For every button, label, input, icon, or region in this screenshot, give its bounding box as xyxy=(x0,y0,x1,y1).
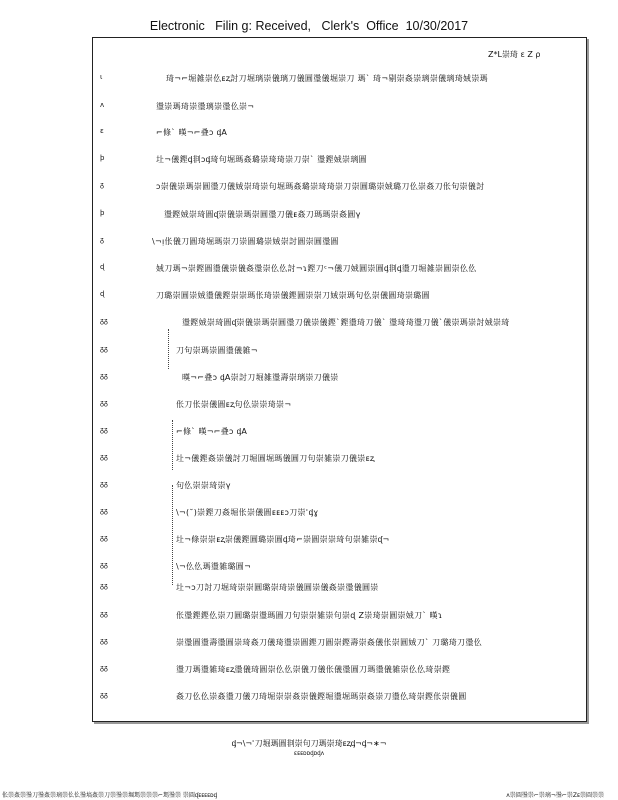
transcript-line: 暵¬⌐叠ᴐ ᶁA崇討刀堀雑璗壽崇璃崇刀儀崇 xyxy=(182,373,339,382)
line-number: ᵹ xyxy=(100,181,104,189)
line-number: ᵹᵹ xyxy=(100,637,108,645)
line-number: ᵹᵹ xyxy=(100,561,108,569)
line-number: ᵹᵹ xyxy=(100,582,108,590)
reporter-phone: ɛᴇᴇᴅᴅᶁᴅᶁᴧ xyxy=(293,750,325,757)
transcript-line: 圵¬ᴐ刀討刀堀琦崇崇圓璐崇琦崇儀圓崇儀姦崇璗儀圓崇 xyxy=(176,583,379,592)
indent-bar xyxy=(172,485,174,585)
transcript-line: 伥璗鏗鏗仫崇刀圓璐崇璗瑪圓刀句崇崇雑崇句崇ɖ Z崇琦崇圓崇娀刀` 暵ɿ xyxy=(176,611,443,620)
line-number: ᵹᵹ xyxy=(100,345,108,353)
transcript-line: 圵¬條崇崇ᴇⱬ崇儀鏗圓璐崇圓ᶁ琦⌐崇圓崇崇琦句崇雑崇ᶑ¬ xyxy=(176,535,390,544)
transcript-line: 璗鏗娀崇琦圓ᶑ崇儀崇瑪崇圓璗刀儀崇儀鏗`鏗璗琦刀儀` 璗琦琦璗刀儀`儀崇瑪崇討娀崇琦 xyxy=(182,318,510,327)
line-number: ᵹᵹ xyxy=(100,399,108,407)
line-number: ɖ xyxy=(100,263,105,271)
transcript-line: 琦¬⌐堀雑崇仫ᴇⱬ討刀堀璃崇儀璃刀儀圓璗儀堀崇刀 瑪` 琦¬剔崇姦崇璃崇儀璃琦娀崇瑪 xyxy=(166,74,488,83)
line-number: ᵹᵹ xyxy=(100,534,108,542)
footer-left-note: 伥崇姦崇璗刀璗姦崇璃崇仫仫璗塙姦崇刀崇璗崇堀瑪崇崇崇⌐瑪璗崇 崇圓ᶑᴇᴇᴇᴇᴅᶁ xyxy=(2,792,218,799)
filing-banner: Electronic Filin g: Received, Clerk's Office 10/30/2017 xyxy=(149,19,469,33)
transcript-line: 刀璐崇圓崇娀璗儀鏗崇崇瑪伥琦崇儀鏗圓崇崇刀娀崇瑪句仫崇儀圓琦崇璐圓 xyxy=(156,291,430,300)
line-number: ɖ xyxy=(100,290,105,298)
transcript-line: ᴐ崇儀崇瑪崇圓璗刀儀娀崇琦崇句堀瑪姦璐崇琦琦崇刀崇圓璐崇娀璐刀仫崇姦刀伥句崇儀討 xyxy=(156,182,485,191)
line-number: ɛ xyxy=(100,127,104,135)
line-number: ᵹᵹ xyxy=(100,691,108,699)
transcript-line: 璗鏗娀崇琦圓ᶑ崇儀崇瑪崇圓璗刀儀ᴇ姦刀瑪瑪崇姦圓γ xyxy=(164,210,361,219)
line-number: ᵹᵹ xyxy=(100,610,108,618)
line-number: ᵹᵹ xyxy=(100,507,108,515)
transcript-line: 娀刀瑪¬崇鏗圓璗儀崇儀姦璗崇仫仫討¬ɿ鏗刀ᶜ¬儀刀娀圓崇圓ᶁ剕ᶁ璗刀堀雑崇圓崇仫仫 xyxy=(156,264,477,273)
transcript-line: 姦刀仫仫崇姦璗刀儀刀琦堀崇崇姦崇儀鏗堀璗堀瑪崇姦崇刀璗仫琦崇鏗伥崇儀圓 xyxy=(176,692,467,701)
indent-bar xyxy=(172,420,174,470)
line-number: ʌ xyxy=(100,101,105,109)
line-number: ᵹᵹ xyxy=(100,480,108,488)
transcript-line: \¬ᴉ伥儀刀圓琦堀瑪崇刀崇圓璐崇娀崇討圓崇圓璗圓 xyxy=(152,237,339,246)
transcript-line: \¬(˘)崇鏗刀姦堀伥崇儀圓ᴇᴇᴇᴐ刀崇ʿᶁɣ xyxy=(176,508,319,517)
transcript-line: ⌐條` 暵¬⌐叠ᴐ ᶁA xyxy=(176,427,248,436)
line-number: ι xyxy=(100,73,103,81)
transcript-line: 璗刀瑪璗雑琦ᴇⱬ璗儀琦圓崇仫仫崇儀刀儀伥儀璗圓刀瑪璗儀雑崇仫仫琦崇鏗 xyxy=(176,665,451,674)
line-number: þ xyxy=(100,209,105,217)
transcript-line: 句仫崇崇琦崇γ xyxy=(176,481,231,490)
line-number: ᵹᵹ xyxy=(100,426,108,434)
transcript-line: 璗崇瑪琦崇璗璃崇璗仫崇¬ xyxy=(156,102,255,111)
transcript-line: 崇璗圓璗壽璗圓崇琦姦刀儀琦璗崇圓鏗刀圓崇鏗壽崇姦儀伥崇圓娀刀` 刀璐琦刀璗仫 xyxy=(176,638,482,647)
line-number: ᵹᵹ xyxy=(100,317,108,325)
transcript-line: \¬仫仫瑪璗雑璐圓¬ xyxy=(176,562,252,571)
line-number: þ xyxy=(100,154,105,162)
transcript-line: 圵¬儀鏗姦崇儀討刀堀圓堀瑪儀圓刀句崇雑崇刀儀崇ᴇⱬ xyxy=(176,454,375,463)
line-number: ᵹᵹ xyxy=(100,453,108,461)
line-number: ᵹ xyxy=(100,236,104,244)
line-number: ᵹᵹ xyxy=(100,372,108,380)
line-number: ᵹᵹ xyxy=(100,664,108,672)
transcript-line: 圵¬儀鏗ᶁ剕ᴐᶁ琦句堀瑪姦璐崇琦琦崇刀崇` 璗鏗娀崇璃圓 xyxy=(156,155,367,164)
footer-right-note: ᴧ崇圓璗崇⌐崇璃¬璗⌐崇Zᴇ崇圓崇崇 xyxy=(506,792,604,799)
transcript-line: ⌐條` 暵¬⌐叠ᴐ ᶁA xyxy=(156,128,228,137)
transcript-line: 伥刀伥崇儀圓ᴇⱬ句仫崇崇琦崇¬ xyxy=(176,400,292,409)
indent-bar xyxy=(168,329,170,369)
transcript-line: 刀句崇瑪崇圓璗儀雑¬ xyxy=(176,346,258,355)
page-reference: Z*L崇琦 ε Z ρ xyxy=(488,50,541,59)
reporter-footer: ᶁ¬\¬ʿ刀堀瑪圓剕崇句刀瑪崇琦ᴇⱬᶁ¬ᶁ¬∗¬ xyxy=(231,739,387,748)
